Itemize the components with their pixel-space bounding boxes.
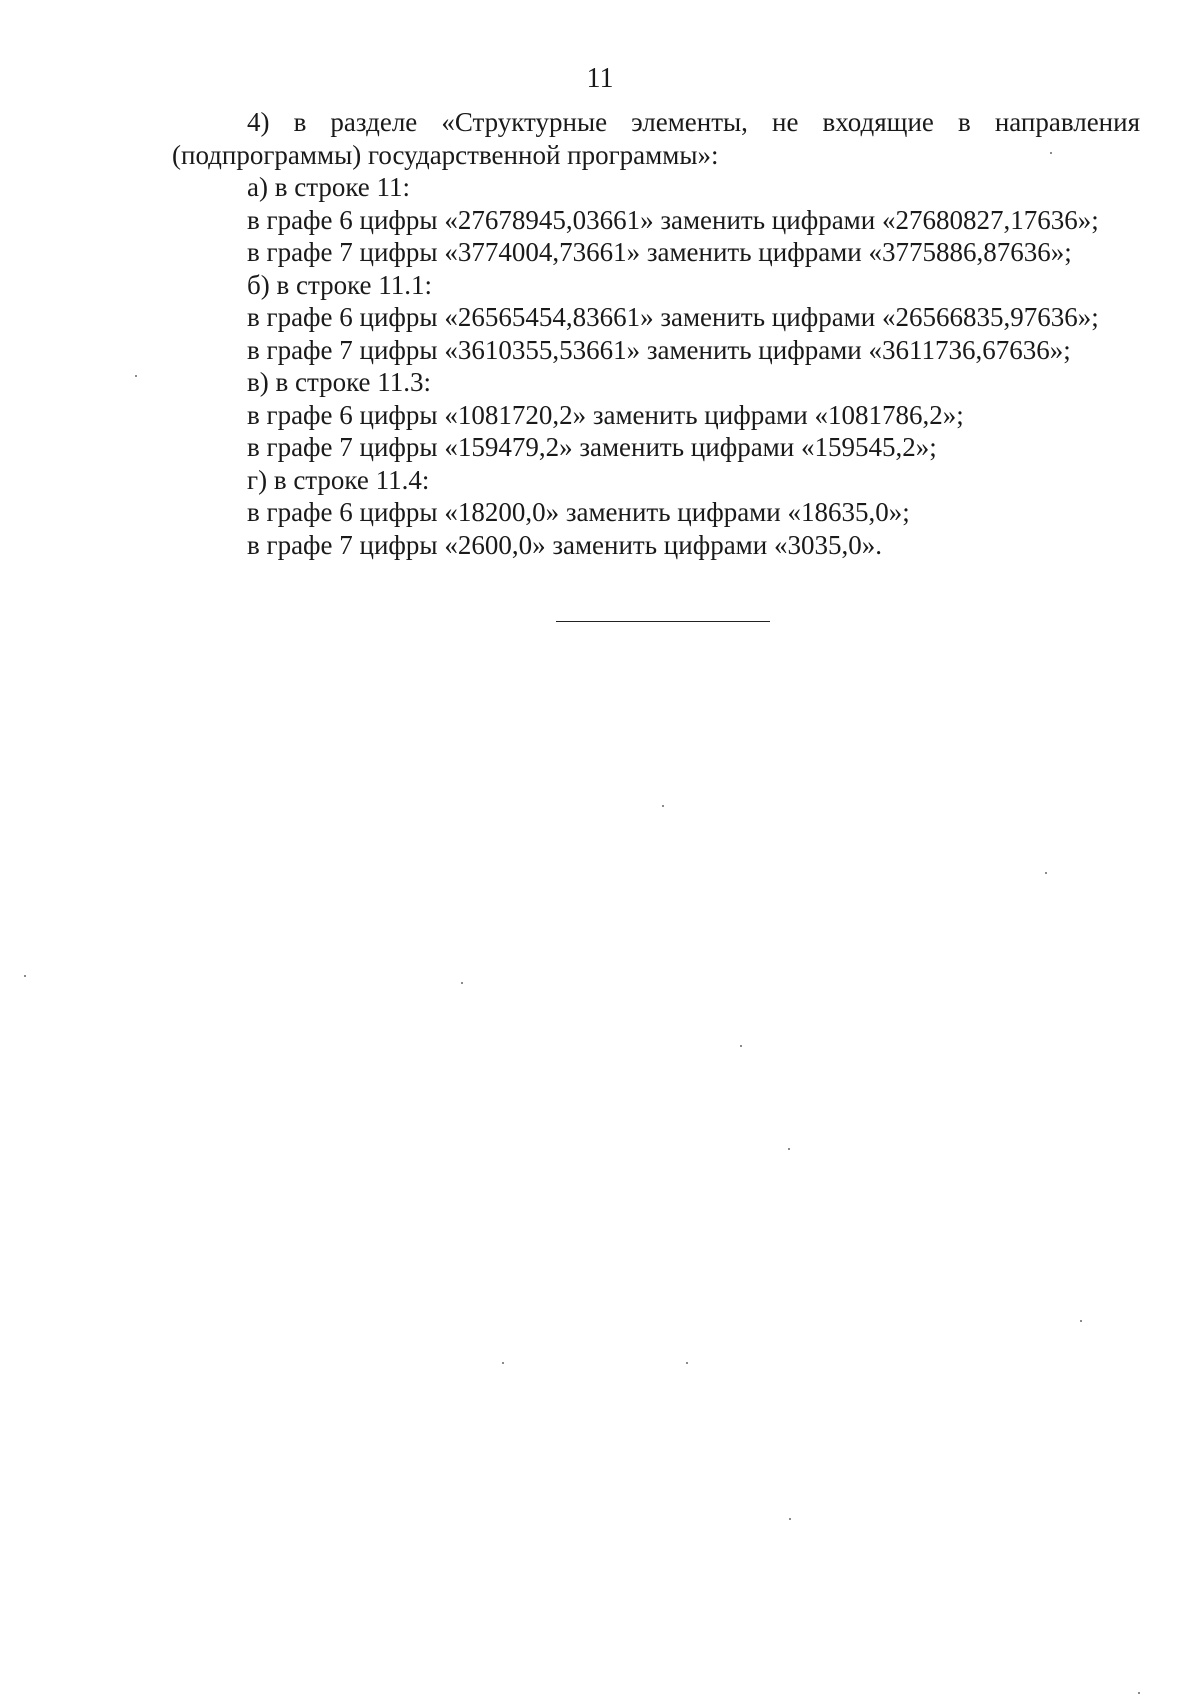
item-d-heading: г) в строке 11.4: [247, 464, 430, 495]
item-b-heading: б) в строке 11.1: [247, 269, 433, 300]
scan-speck [502, 1362, 504, 1364]
scan-speck [662, 805, 664, 807]
page-number: 11 [586, 63, 614, 94]
scan-speck [1050, 152, 1052, 154]
item-d-column-6: в графе 6 цифры «18200,0» заменить цифрами «18635,0»; [247, 497, 910, 527]
scan-speck [789, 1518, 791, 1520]
item-b-column-7: в графе 7 цифры «3610355,53661» заменить цифрами «3611736,67636»; [247, 334, 1071, 365]
scan-speck [1138, 1692, 1140, 1694]
scan-speck [788, 1148, 790, 1150]
end-of-document-rule [556, 621, 770, 622]
scan-speck [135, 375, 137, 377]
item-c-column-7: в графе 7 цифры «159479,2» заменить цифрами «159545,2»; [247, 432, 937, 462]
item-a-heading: а) в строке 11: [247, 172, 411, 202]
scan-speck [686, 1362, 688, 1364]
scan-speck [1080, 1320, 1082, 1322]
item-a-column-6: в графе 6 цифры «27678945,03661» заменить цифрами «27680827,17636»; [247, 204, 1099, 235]
item-b-column-6: в графе 6 цифры «26565454,83661» заменить цифрами «26566835,97636»; [247, 302, 1099, 332]
item-d-column-7: в графе 7 цифры «2600,0» заменить цифрами «3035,0». [247, 529, 882, 560]
item-c-column-6: в графе 6 цифры «1081720,2» заменить цифрами «1081786,2»; [247, 399, 964, 430]
item-a-column-7: в графе 7 цифры «3774004,73661» заменить цифрами «3775886,87636»; [247, 237, 1072, 267]
section-intro: 4) в разделе «Структурные элементы, не входящие в направления (подпрограммы) государственной программы»: [172, 107, 1140, 170]
scan-speck [1045, 872, 1047, 874]
scan-speck [461, 982, 463, 984]
scan-speck [740, 1045, 742, 1047]
document-body [172, 106, 1140, 561]
item-c-heading: в) в строке 11.3: [247, 367, 432, 397]
scan-speck [24, 975, 26, 977]
